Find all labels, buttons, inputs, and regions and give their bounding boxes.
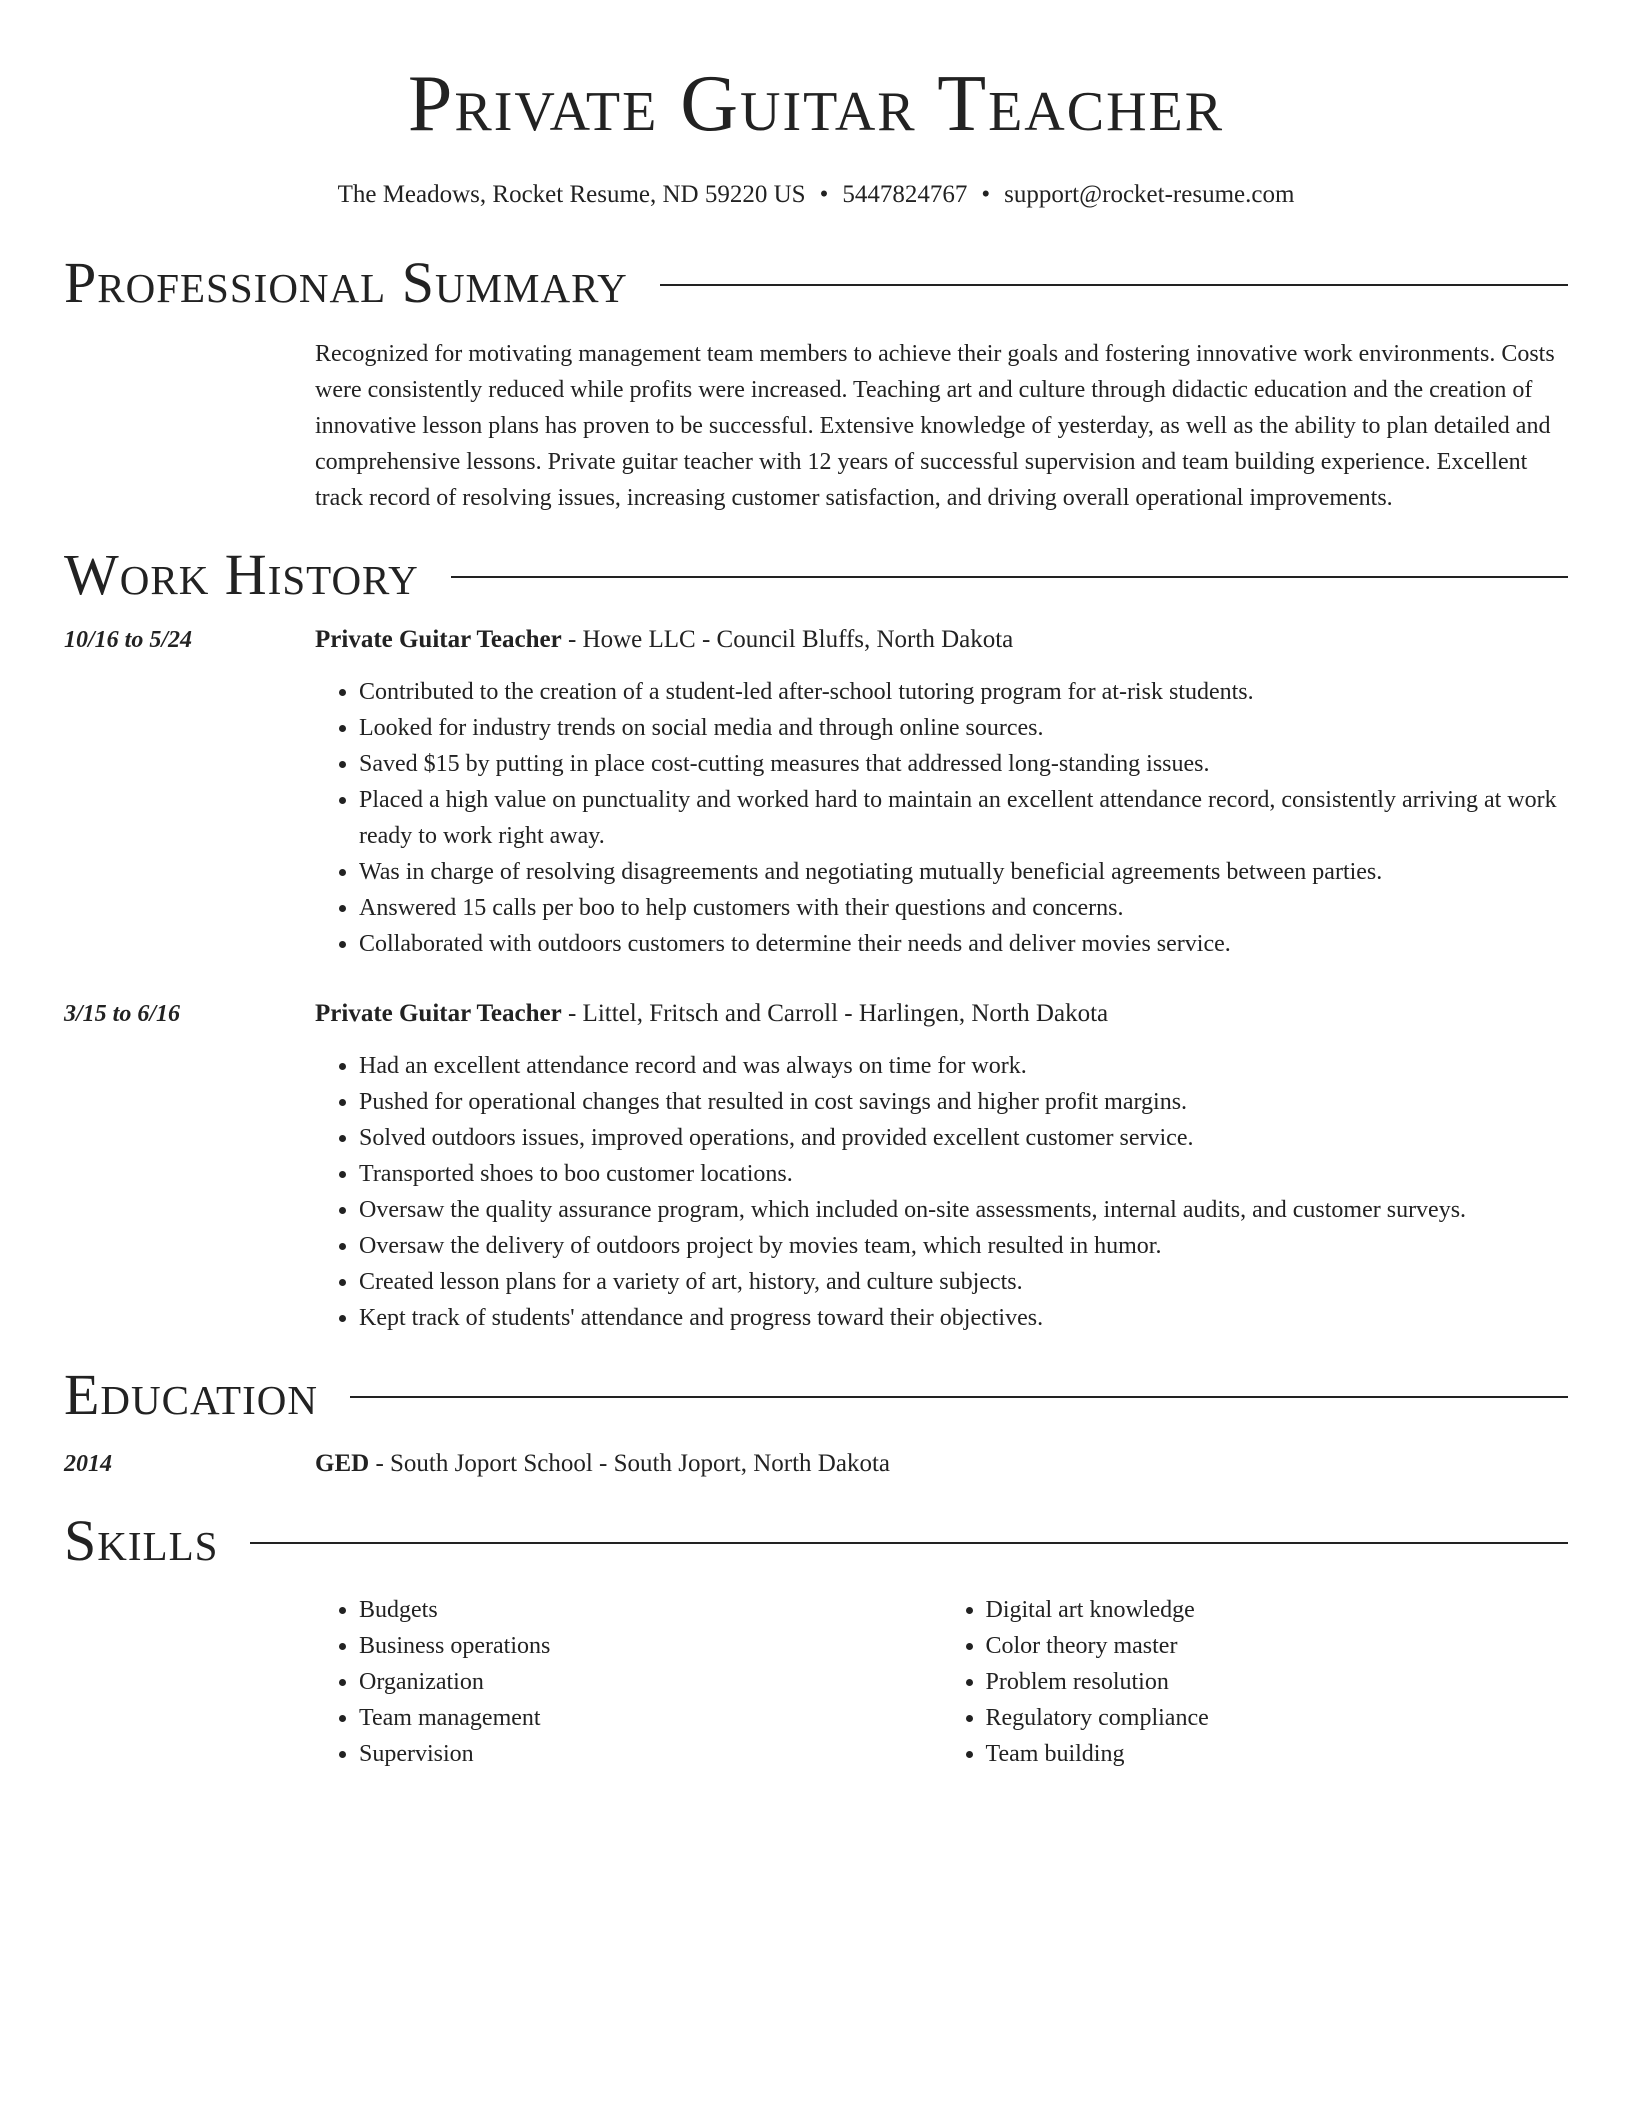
list-item: • Looked for industry trends on social media and through online sources.: [359, 710, 1568, 746]
job-heading: [315, 996, 1568, 1032]
skills-spacer: [64, 1592, 315, 1772]
list-item: • Oversaw the quality assurance program, which included on-site assessments, internal audits, and customer surveys.: [359, 1192, 1568, 1228]
section-title: Work History: [64, 542, 419, 607]
section-header-education: [64, 1362, 1568, 1427]
section-divider: [250, 1542, 1568, 1544]
contact-separator: •: [819, 181, 829, 208]
list-item: • Kept track of students' attendance and progress toward their objectives.: [359, 1300, 1568, 1336]
contact-separator: •: [981, 181, 991, 208]
job-title: Private Guitar Teacher: [315, 1000, 562, 1027]
list-item: • Team management: [359, 1700, 942, 1736]
list-item: • Team building: [986, 1736, 1569, 1772]
job-heading: [315, 622, 1568, 658]
job-body: [315, 996, 1568, 1336]
list-item: • Oversaw the delivery of outdoors project by movies team, which resulted in humor.: [359, 1228, 1568, 1264]
skills-list-left: [315, 1592, 942, 1772]
list-item: • Organization: [359, 1664, 942, 1700]
job-employer: - Littel, Fritsch and Carroll - Harlingen, North Dakota: [561, 1000, 1109, 1027]
section-divider: [660, 284, 1568, 286]
education-degree: GED: [315, 1450, 370, 1477]
list-item: • Regulatory compliance: [986, 1700, 1569, 1736]
education-body: [315, 1446, 1568, 1482]
job-employer: - Howe LLC - Council Bluffs, North Dakota: [561, 626, 1014, 653]
section-header-work-history: [64, 542, 1568, 607]
contact-line: [64, 180, 1568, 210]
list-item: • Supervision: [359, 1736, 942, 1772]
skills-row: [64, 1592, 1568, 1772]
section-header-summary: [64, 250, 1568, 315]
section-divider: [451, 576, 1568, 578]
list-item: • Created lesson plans for a variety of art, history, and culture subjects.: [359, 1264, 1568, 1300]
list-item: • Pushed for operational changes that resulted in cost savings and higher profit margins.: [359, 1084, 1568, 1120]
job-entry: [64, 996, 1568, 1336]
list-item: • Had an excellent attendance record and was always on time for work.: [359, 1048, 1568, 1084]
skills-grid: [315, 1592, 1568, 1772]
summary-spacer: [64, 336, 315, 516]
section-title: Professional Summary: [64, 250, 628, 315]
list-item: • Digital art knowledge: [986, 1592, 1569, 1628]
job-dates: 10/16 to 5/24: [64, 627, 193, 653]
list-item: • Color theory master: [986, 1628, 1569, 1664]
list-item: • Contributed to the creation of a student-led after-school tutoring program for at-risk students.: [359, 674, 1568, 710]
list-item: • Problem resolution: [986, 1664, 1569, 1700]
list-item: • Business operations: [359, 1628, 942, 1664]
list-item: • Budgets: [359, 1592, 942, 1628]
job-body: [315, 622, 1568, 962]
list-item: • Was in charge of resolving disagreements and negotiating mutually beneficial agreements between parties.: [359, 854, 1568, 890]
education-school: - South Joport School - South Joport, North Dakota: [369, 1450, 891, 1477]
resume-name: Private Guitar Teacher: [407, 60, 1225, 148]
list-item: • Saved $15 by putting in place cost-cutting measures that addressed long-standing issues.: [359, 746, 1568, 782]
job-dates: 3/15 to 6/16: [64, 1001, 181, 1027]
list-item: • Collaborated with outdoors customers to determine their needs and deliver movies service.: [359, 926, 1568, 962]
section-header-skills: [64, 1508, 1568, 1573]
job-title: Private Guitar Teacher: [315, 626, 562, 653]
education-year: 2014: [64, 1451, 112, 1477]
list-item: • Solved outdoors issues, improved operations, and provided excellent customer service.: [359, 1120, 1568, 1156]
job-bullets: [315, 674, 1568, 962]
job-bullets: [315, 1048, 1568, 1336]
list-item: • Placed a high value on punctuality and worked hard to maintain an excellent attendance record, consistently arriving at work ready to work right away.: [359, 782, 1568, 854]
contact-email: support@rocket-resume.com: [1004, 181, 1295, 208]
section-title: Skills: [64, 1508, 219, 1573]
list-item: • Transported shoes to boo customer locations.: [359, 1156, 1568, 1192]
contact-phone: 5447824767: [842, 181, 968, 208]
section-divider: [350, 1396, 1568, 1398]
skills-list-right: [942, 1592, 1569, 1772]
section-title: Education: [64, 1362, 318, 1427]
contact-address: The Meadows, Rocket Resume, ND 59220 US: [337, 181, 806, 208]
list-item: • Answered 15 calls per boo to help customers with their questions and concerns.: [359, 890, 1568, 926]
education-entry: [64, 1446, 1568, 1482]
summary-text: Recognized for motivating management team members to achieve their goals and fostering innovative work environments. Costs were consistently reduced while profits were increased. Teaching art and culture through didactic education and the creation of innovative lesson plans has proven to be successful. Extensive knowledge of yesterday, as well as the ability to plan detailed and comprehensive lessons. Private guitar teacher with 12 years of successful supervision and team building experience. Excellent track record of resolving issues, increasing customer satisfaction, and driving overall operational improvements.: [315, 341, 1555, 511]
summary-row: [64, 336, 1568, 516]
job-entry: [64, 622, 1568, 962]
